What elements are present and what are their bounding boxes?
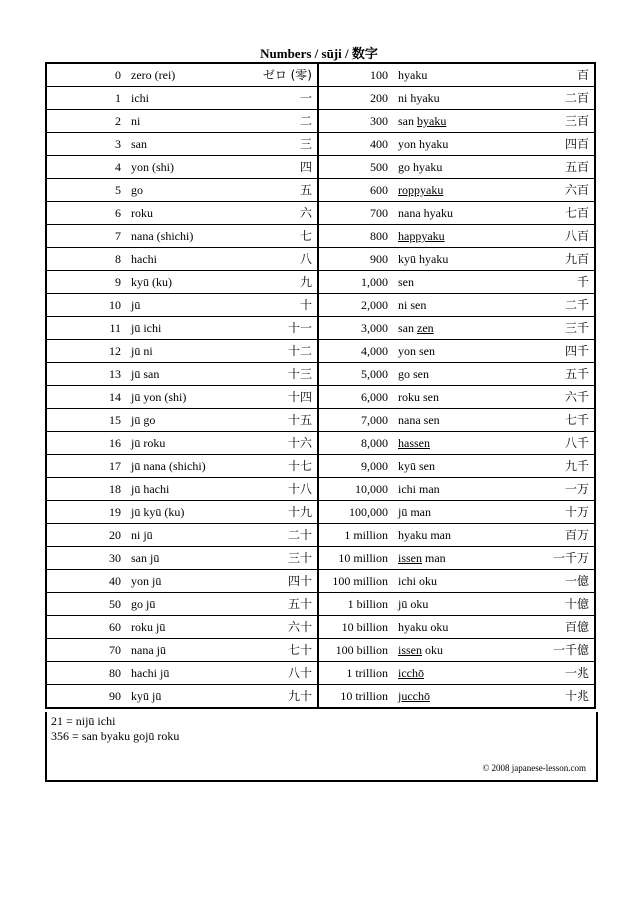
romaji-cell [393,225,523,248]
romaji-cell [393,248,523,271]
kanji-cell: 六 [246,202,318,225]
copyright: © 2008 japanese-lesson.com [482,763,586,773]
number-cell: 11 [46,317,126,340]
kanji-cell: 一兆 [523,662,595,685]
kanji-cell: 八十 [246,662,318,685]
number-cell: 10 million [318,547,393,570]
romaji-segment: yon sen [398,344,435,358]
kanji-cell: 八千 [523,432,595,455]
kanji-cell: 六百 [523,179,595,202]
kanji-cell: 九十 [287,689,312,703]
number-cell: 14 [46,386,126,409]
number-cell: 15 [46,409,126,432]
number-cell: 300 [318,110,393,133]
table-row [46,202,595,225]
romaji-segment: jucchō [398,689,430,703]
romaji-cell: ichi [126,87,246,110]
kanji-cell: 七 [246,225,318,248]
romaji-segment: go sen [398,367,429,381]
kanji-cell: 千 [523,271,595,294]
number-cell: 4 [46,156,126,179]
number-cell: 0 [46,63,126,87]
romaji-cell [393,317,523,340]
romaji-cell [393,478,523,501]
romaji-cell [393,363,523,386]
romaji-cell: jū go [126,409,246,432]
kanji-cell: 十兆 [564,689,589,703]
number-cell: 600 [318,179,393,202]
number-cell: 6,000 [318,386,393,409]
kanji-cell: 九 [246,271,318,294]
kanji-cell: 百 [523,63,595,87]
romaji-cell: roku jū [126,616,246,639]
number-cell: 9,000 [318,455,393,478]
number-cell: 12 [46,340,126,363]
romaji-segment: jū oku [398,597,429,611]
romaji-cell: jū ni [126,340,246,363]
number-cell: 80 [46,662,126,685]
romaji-cell [393,87,523,110]
page-title: Numbers / sūji / 数字 [260,46,378,62]
table-row [46,501,595,524]
kanji-cell: 十万 [523,501,595,524]
number-cell: 200 [318,87,393,110]
romaji-cell [393,639,523,662]
kanji-cell: 三百 [523,110,595,133]
number-cell: 17 [46,455,126,478]
romaji-segment: man [422,551,446,565]
kanji-cell: 三十 [246,547,318,570]
number-cell: 20 [46,524,126,547]
table-row [46,639,595,662]
romaji-cell [393,547,523,570]
table-row [46,225,595,248]
notes-box [45,712,598,782]
number-cell: 8 [46,248,126,271]
table-row [46,524,595,547]
romaji-cell: jū nana (shichi) [126,455,246,478]
romaji-segment: zen [417,321,434,335]
kanji-cell: 八 [246,248,318,271]
romaji-segment: hyaku man [398,528,451,542]
number-cell: 70 [46,639,126,662]
romaji-cell [393,616,523,639]
romaji-segment: issen [398,551,422,565]
kanji-cell: 十九 [246,501,318,524]
romaji-cell: san jū [126,547,246,570]
romaji-cell: roku [126,202,246,225]
romaji-cell [393,133,523,156]
romaji-cell [393,685,523,709]
romaji-cell [393,524,523,547]
romaji-cell [393,570,523,593]
romaji-segment: hyaku oku [398,620,449,634]
kanji-cell: 十五 [246,409,318,432]
kanji-cell: 十六 [246,432,318,455]
number-cell: 2 [46,110,126,133]
table-row [46,662,595,685]
romaji-cell: go [126,179,246,202]
number-cell: 1 billion [318,593,393,616]
kanji-cell: 十四 [246,386,318,409]
number-cell: 1,000 [318,271,393,294]
table-row [46,87,595,110]
note-line: 21 = nijū ichi [51,714,116,728]
table-row [46,685,595,709]
kanji-cell: 一 [246,87,318,110]
romaji-cell [393,386,523,409]
romaji-cell [393,662,523,685]
romaji-cell [393,409,523,432]
table-row [46,570,595,593]
kanji-cell: 十二 [246,340,318,363]
romaji-segment: nana hyaku [398,206,453,220]
kanji-cell: 四 [246,156,318,179]
table-row [46,110,595,133]
romaji-segment: hassen [398,436,430,450]
number-cell: 40 [46,570,126,593]
number-cell: 60 [46,616,126,639]
number-cell: 400 [318,133,393,156]
number-cell: 6 [46,202,126,225]
table-row [46,432,595,455]
table-row [46,271,595,294]
kanji-cell: 十八 [246,478,318,501]
romaji-cell [393,340,523,363]
romaji-cell: nana jū [126,639,246,662]
number-cell: 800 [318,225,393,248]
romaji-segment: issen [398,643,422,657]
number-cell: 13 [46,363,126,386]
romaji-cell [393,455,523,478]
kanji-cell: 百億 [523,616,595,639]
romaji-cell: go jū [126,593,246,616]
romaji-cell: nana (shichi) [126,225,246,248]
kanji-cell: 五十 [246,593,318,616]
kanji-cell: 九百 [523,248,595,271]
romaji-cell: kyū jū [131,689,162,703]
romaji-cell: jū [126,294,246,317]
kanji-cell: 七千 [523,409,595,432]
kanji-cell: 十七 [246,455,318,478]
table-row [46,547,595,570]
romaji-segment: oku [422,643,443,657]
kanji-cell: 九千 [523,455,595,478]
number-cell: 2,000 [318,294,393,317]
romaji-segment: ni sen [398,298,427,312]
table-row [46,616,595,639]
romaji-cell [393,593,523,616]
kanji-cell: 五千 [523,363,595,386]
romaji-segment: byaku [417,114,447,128]
kanji-cell: 十一 [246,317,318,340]
number-cell: 3,000 [318,317,393,340]
romaji-segment: san [398,114,417,128]
kanji-cell: 一万 [523,478,595,501]
number-cell: 18 [46,478,126,501]
number-cell: 5,000 [318,363,393,386]
table-row [46,478,595,501]
table-row [46,294,595,317]
table-row [46,593,595,616]
romaji-cell [393,110,523,133]
romaji-cell [393,501,523,524]
number-cell: 10 billion [318,616,393,639]
number-cell: 10 [46,294,126,317]
romaji-cell [393,202,523,225]
romaji-cell: hachi jū [126,662,246,685]
table-row [46,409,595,432]
table-row [46,156,595,179]
title-kanji: 数字 [351,47,378,62]
kanji-cell: 五 [246,179,318,202]
romaji-cell: san [126,133,246,156]
romaji-segment: hyaku [398,68,428,82]
number-cell: 3 [46,133,126,156]
romaji-segment: happyaku [398,229,445,243]
kanji-cell: ゼロ (零) [246,63,318,87]
romaji-segment: sen [398,275,414,289]
romaji-cell: hachi [126,248,246,271]
romaji-cell: jū yon (shi) [126,386,246,409]
table-row [46,455,595,478]
romaji-cell [393,432,523,455]
romaji-segment: go hyaku [398,160,443,174]
table-row [46,317,595,340]
kanji-cell: 二百 [523,87,595,110]
romaji-segment: kyū sen [398,459,435,473]
kanji-cell: 一千億 [523,639,595,662]
romaji-cell: ni jū [126,524,246,547]
kanji-cell: 四十 [246,570,318,593]
romaji-segment: icchō [398,666,424,680]
kanji-cell: 三千 [523,317,595,340]
number-cell: 1 [46,87,126,110]
number-cell: 90 [109,689,121,703]
number-cell: 1 trillion [318,662,393,685]
romaji-cell: jū roku [126,432,246,455]
number-cell: 100 billion [318,639,393,662]
number-cell: 16 [46,432,126,455]
kanji-cell: 七百 [523,202,595,225]
romaji-cell: zero (rei) [126,63,246,87]
number-cell: 100 [318,63,393,87]
kanji-cell: 二十 [246,524,318,547]
kanji-cell: 一億 [523,570,595,593]
kanji-cell: 三 [246,133,318,156]
kanji-cell: 十 [246,294,318,317]
kanji-cell: 二 [246,110,318,133]
kanji-cell: 百万 [523,524,595,547]
number-cell: 1 million [318,524,393,547]
romaji-cell: yon jū [126,570,246,593]
table-row [46,386,595,409]
kanji-cell: 七十 [246,639,318,662]
romaji-cell: kyū (ku) [126,271,246,294]
romaji-cell: jū hachi [126,478,246,501]
number-cell: 4,000 [318,340,393,363]
kanji-cell: 十億 [523,593,595,616]
romaji-cell [393,271,523,294]
romaji-segment: roku sen [398,390,439,404]
romaji-cell [393,156,523,179]
table-row [46,179,595,202]
romaji-segment: san [398,321,417,335]
romaji-segment: yon hyaku [398,137,449,151]
table-row [46,340,595,363]
number-cell: 700 [318,202,393,225]
numbers-table [45,62,596,709]
table-row [46,133,595,156]
number-cell: 100,000 [318,501,393,524]
number-cell: 7,000 [318,409,393,432]
romaji-cell [393,294,523,317]
romaji-segment: nana sen [398,413,440,427]
number-cell: 50 [46,593,126,616]
number-cell: 9 [46,271,126,294]
romaji-cell [393,63,523,87]
number-cell: 19 [46,501,126,524]
number-cell: 10,000 [318,478,393,501]
kanji-cell: 十三 [246,363,318,386]
kanji-cell: 五百 [523,156,595,179]
number-cell: 5 [46,179,126,202]
kanji-cell: 四百 [523,133,595,156]
romaji-cell: jū kyū (ku) [126,501,246,524]
romaji-segment: roppyaku [398,183,444,197]
kanji-cell: 六十 [246,616,318,639]
number-cell: 500 [318,156,393,179]
romaji-segment: jū man [398,505,431,519]
kanji-cell: 二千 [523,294,595,317]
number-cell: 7 [46,225,126,248]
romaji-cell [393,179,523,202]
number-cell: 100 million [318,570,393,593]
romaji-cell: yon (shi) [126,156,246,179]
kanji-cell: 八百 [523,225,595,248]
kanji-cell: 六千 [523,386,595,409]
kanji-cell: 四千 [523,340,595,363]
table-row [46,248,595,271]
romaji-segment: ichi oku [398,574,437,588]
table-row [46,63,595,87]
romaji-cell: ni [126,110,246,133]
romaji-cell: jū ichi [126,317,246,340]
table-row [46,363,595,386]
number-cell: 10 trillion [318,685,393,709]
kanji-cell: 一千万 [523,547,595,570]
number-cell: 900 [318,248,393,271]
romaji-cell: jū san [126,363,246,386]
romaji-segment: kyū hyaku [398,252,449,266]
number-cell: 30 [46,547,126,570]
number-cell: 8,000 [318,432,393,455]
note-line: 356 = san byaku gojū roku [51,729,180,743]
romaji-segment: ichi man [398,482,440,496]
romaji-segment: ni hyaku [398,91,440,105]
